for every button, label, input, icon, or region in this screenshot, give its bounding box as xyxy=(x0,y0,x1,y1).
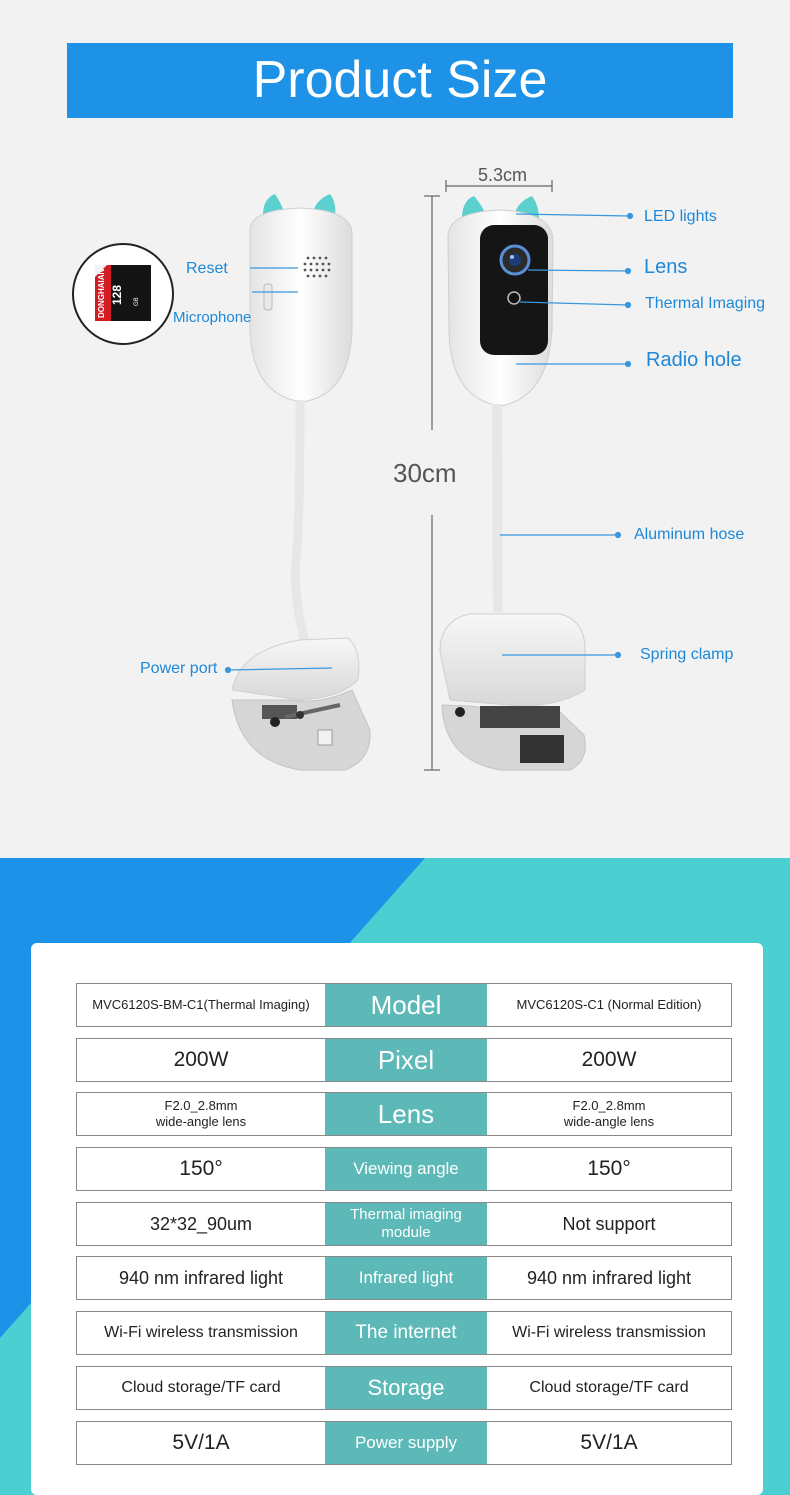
spec-label: Pixel xyxy=(325,1039,487,1081)
dimension-height: 30cm xyxy=(393,458,457,488)
label-spring-clamp: Spring clamp xyxy=(640,646,734,663)
camera-front-view xyxy=(440,196,585,770)
spec-row-lens xyxy=(76,1092,732,1136)
spec-row-power-supply xyxy=(76,1421,732,1465)
label-aluminum-hose: Aluminum hose xyxy=(634,526,745,543)
spec-label: Viewing angle xyxy=(325,1148,487,1190)
label-thermal-imaging: Thermal Imaging xyxy=(645,295,766,312)
spec-left-value: Cloud storage/TF card xyxy=(121,1379,281,1396)
spec-row-internet xyxy=(76,1311,732,1355)
spec-label: Model xyxy=(325,984,487,1026)
spec-right-value: Cloud storage/TF card xyxy=(529,1379,689,1396)
spec-right-value: Not support xyxy=(562,1213,656,1234)
spec-left-value: F2.0_2.8mm wide-angle lens xyxy=(155,1098,247,1129)
spec-row-pixel xyxy=(76,1038,732,1082)
spec-label: Lens xyxy=(325,1093,487,1135)
spec-left-value: 150° xyxy=(179,1157,223,1180)
spec-label: Power supply xyxy=(325,1422,487,1464)
spec-label: Infrared light xyxy=(325,1257,487,1299)
page-title: Product Size xyxy=(67,43,733,118)
label-lens: Lens xyxy=(644,256,688,278)
spec-right-value: 200W xyxy=(581,1048,637,1071)
camera-back-view xyxy=(232,194,370,770)
spec-left-value: Wi-Fi wireless transmission xyxy=(104,1324,298,1341)
spec-right-value: F2.0_2.8mm wide-angle lens xyxy=(563,1098,655,1129)
spec-row-infrared xyxy=(76,1256,732,1300)
spec-row-viewing-angle xyxy=(76,1147,732,1191)
spec-left-value: 940 nm infrared light xyxy=(118,1267,284,1288)
label-power-port: Power port xyxy=(140,660,218,677)
spec-left-value: MVC6120S-BM-C1(Thermal Imaging) xyxy=(92,997,310,1012)
label-reset: Reset xyxy=(186,260,228,277)
spec-label: Thermal imaging module xyxy=(325,1203,487,1245)
spec-left-value: 32*32_90um xyxy=(149,1213,253,1234)
spec-label: The internet xyxy=(325,1312,487,1354)
spec-row-model xyxy=(76,983,732,1027)
sd-card-capacity: 128 xyxy=(110,284,124,305)
spec-right-value: 940 nm infrared light xyxy=(526,1267,692,1288)
label-microphone: Microphone xyxy=(173,309,252,326)
spec-right-value: 150° xyxy=(587,1157,631,1180)
label-led-lights: LED lights xyxy=(644,208,717,225)
spec-row-storage xyxy=(76,1366,732,1410)
spec-right-value: Wi-Fi wireless transmission xyxy=(512,1324,706,1341)
sd-card-icon xyxy=(73,244,173,344)
label-radio-hole: Radio hole xyxy=(646,349,742,371)
spec-left-value: 5V/1A xyxy=(172,1431,230,1454)
spec-right-value: 5V/1A xyxy=(580,1431,638,1454)
spec-right-value: MVC6120S-C1 (Normal Edition) xyxy=(516,997,702,1012)
spec-label: Storage xyxy=(325,1367,487,1409)
spec-left-value: 200W xyxy=(173,1048,229,1071)
spec-row-thermal-module xyxy=(76,1202,732,1246)
dimension-width: 5.3cm xyxy=(478,165,528,185)
sd-card-unit: GB xyxy=(134,297,140,306)
sd-card-brand: DONGHAIAN xyxy=(97,268,106,318)
